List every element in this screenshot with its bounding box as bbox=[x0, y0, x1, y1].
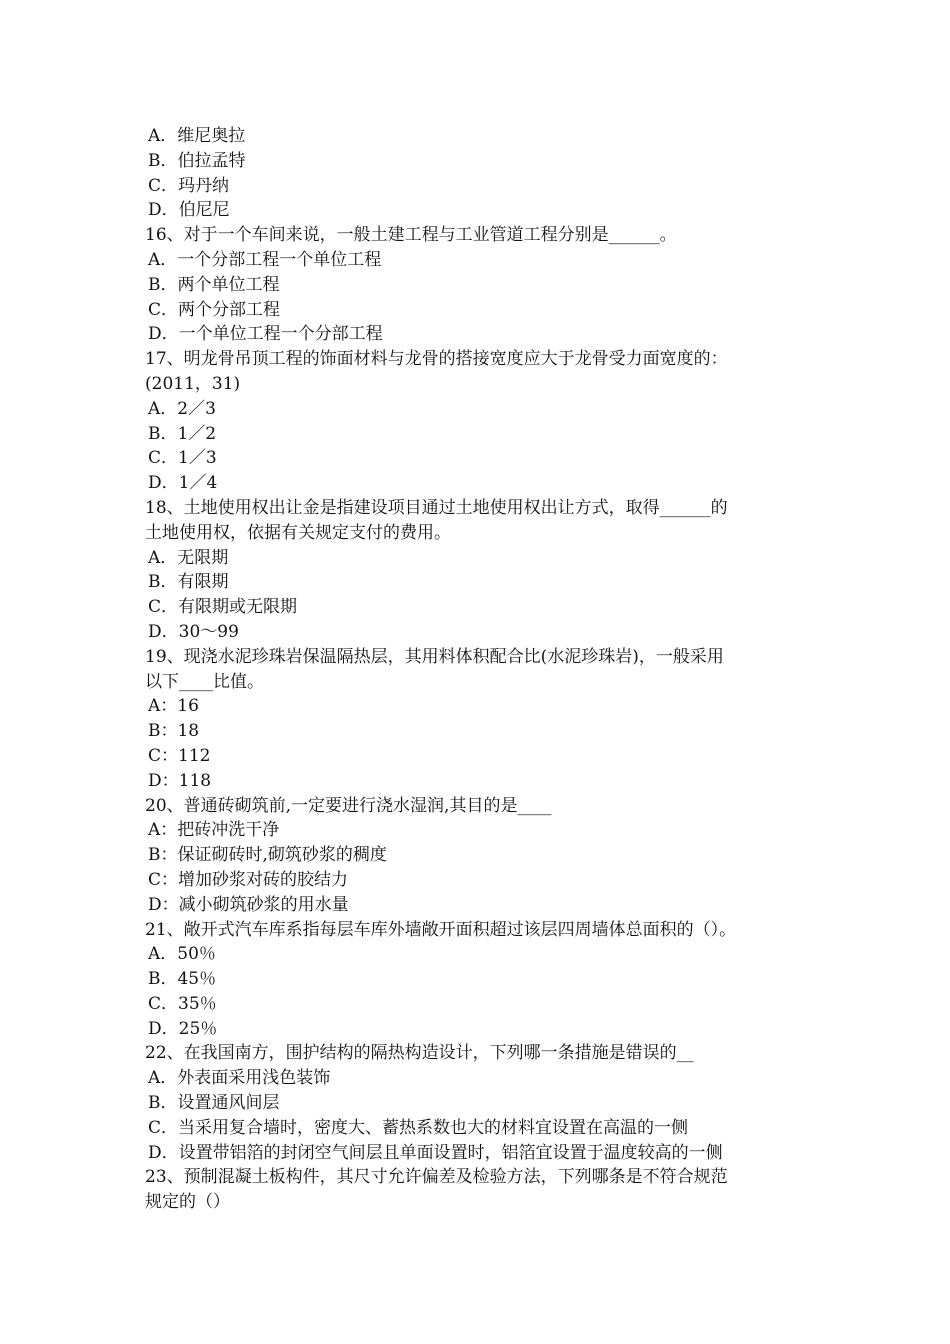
question-text: 22、在我国南方，围护结构的隔热构造设计，下列哪一条措施是错误的__ bbox=[145, 1043, 694, 1064]
answer-option: C．35％ bbox=[148, 993, 217, 1014]
answer-option: D：118 bbox=[148, 770, 212, 791]
answer-option: D：减小砌筑砂浆的用水量 bbox=[148, 894, 349, 915]
answer-option: C：增加砂浆对砖的胶结力 bbox=[148, 869, 349, 890]
question-text: 21、敞开式汽车库系指每层车库外墙敞开面积超过该层四周墙体总面积的（）。 bbox=[145, 919, 737, 940]
answer-option: A．无限期 bbox=[148, 547, 229, 568]
answer-option: C：112 bbox=[148, 745, 211, 766]
answer-option: B．两个单位工程 bbox=[148, 274, 280, 295]
answer-option: B．45％ bbox=[148, 969, 217, 990]
answer-option: A：16 bbox=[148, 696, 199, 717]
answer-option: D．30～99 bbox=[148, 621, 239, 642]
question-text: 以下____比值。 bbox=[145, 671, 264, 692]
answer-option: A：把砖冲洗干净 bbox=[148, 820, 280, 841]
answer-option: A．50％ bbox=[148, 944, 216, 965]
answer-option: A．外表面采用浅色装饰 bbox=[148, 1068, 331, 1089]
question-text: 23、预制混凝土板构件，其尺寸允许偏差及检验方法，下列哪条是不符合规范 bbox=[145, 1167, 728, 1188]
question-text: (2011，31) bbox=[145, 373, 241, 394]
question-text: 规定的（） bbox=[145, 1192, 230, 1213]
answer-option: C．1／3 bbox=[148, 448, 217, 469]
answer-option: C．有限期或无限期 bbox=[148, 597, 298, 618]
answer-option: B：18 bbox=[148, 721, 200, 742]
answer-option: C．当采用复合墙时，密度大、蓄热系数也大的材料宜设置在高温的一侧 bbox=[148, 1117, 689, 1138]
question-text: 16、对于一个车间来说，一般土建工程与工业管道工程分别是______。 bbox=[145, 225, 677, 246]
answer-option: B．有限期 bbox=[148, 572, 229, 593]
question-text: 土地使用权，依据有关规定支付的费用。 bbox=[145, 522, 451, 543]
document-body bbox=[145, 124, 825, 1215]
question-text: 20、普通砖砌筑前,一定要进行浇水湿润,其目的是____ bbox=[145, 795, 552, 816]
answer-option: B．伯拉孟特 bbox=[148, 150, 246, 171]
answer-option: A．一个分部工程一个单位工程 bbox=[148, 249, 382, 270]
answer-option: D．设置带铝箔的封闭空气间层且单面设置时，铝箔宜设置于温度较高的一侧 bbox=[148, 1142, 723, 1163]
answer-option: B：保证砌砖时,砌筑砂浆的稠度 bbox=[148, 845, 387, 866]
answer-option: C．玛丹纳 bbox=[148, 175, 230, 196]
answer-option: D．一个单位工程一个分部工程 bbox=[148, 324, 383, 345]
question-text: 17、明龙骨吊顶工程的饰面材料与龙骨的搭接宽度应大于龙骨受力面宽度的： bbox=[145, 349, 728, 370]
answer-option: D．伯尼尼 bbox=[148, 200, 230, 221]
answer-option: A．2／3 bbox=[148, 398, 216, 419]
answer-option: C．两个分部工程 bbox=[148, 299, 281, 320]
answer-option: B．1／2 bbox=[148, 423, 217, 444]
question-text: 19、现浇水泥珍珠岩保温隔热层，其用料体积配合比(水泥珍珠岩)，一般采用 bbox=[145, 646, 724, 667]
answer-option: B．设置通风间层 bbox=[148, 1093, 280, 1114]
answer-option: D．25％ bbox=[148, 1018, 218, 1039]
answer-option: A．维尼奥拉 bbox=[148, 126, 246, 146]
question-text: 18、土地使用权出让金是指建设项目通过土地使用权出让方式，取得______的 bbox=[145, 497, 728, 518]
answer-option: D．1／4 bbox=[148, 473, 218, 494]
